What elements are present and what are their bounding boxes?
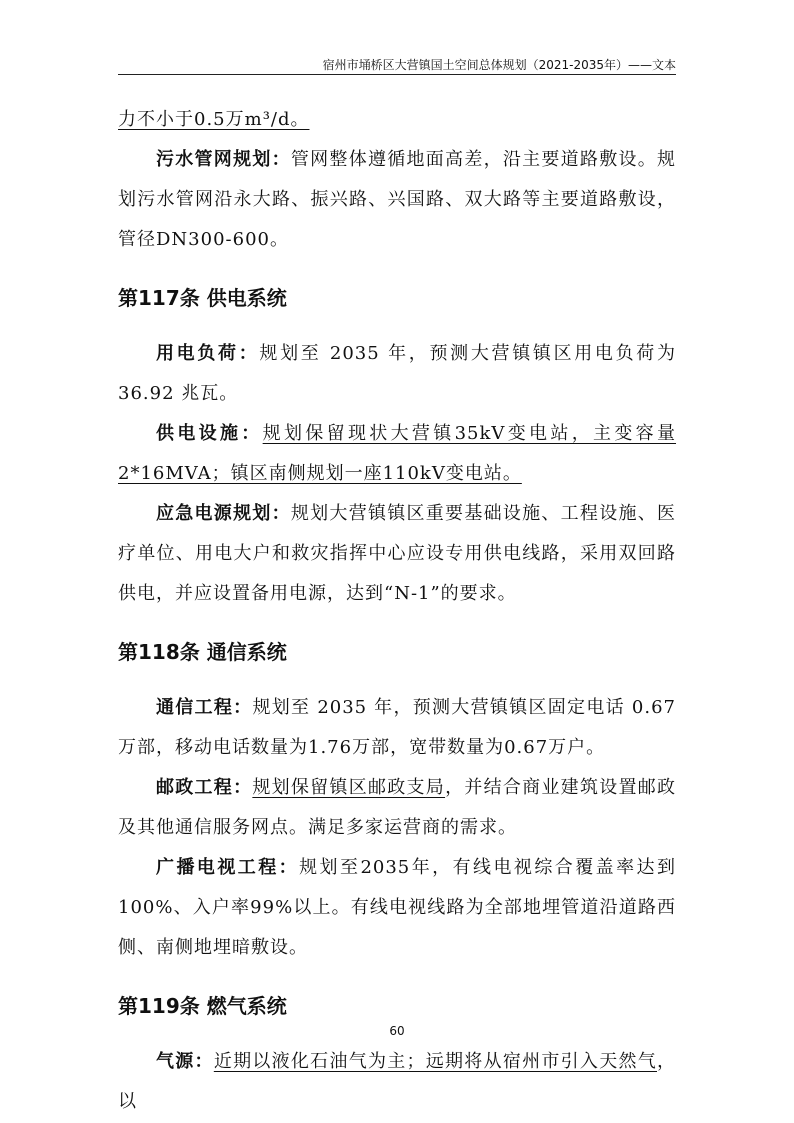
sewer-label: 污水管网规划： [156,149,291,170]
paragraph-postal [118,768,676,848]
power-facilities-label: 供电设施： [156,423,263,444]
running-header: 宿州市埇桥区大营镇国土空间总体规划（2021-2035年）——文本 [322,58,676,72]
emergency-power-label: 应急电源规划： [156,503,291,524]
power-load-label: 用电负荷： [156,343,260,364]
paragraph-broadcast [118,848,676,968]
power-facilities-text: 规划保留现状大营镇35kV变电站，主变容量2*16MVA；镇区南侧规划一座110kV变电站。 [118,423,677,484]
telecom-label: 通信工程： [156,697,253,718]
sewer-text: 管网整体遵循地面高差，沿主要道路敷设。规划污水管网沿永大路、振兴路、兴国路、双大路等主要道路敷设，管径DN300-600。 [118,149,677,250]
paragraph-power-facilities [118,414,676,494]
paragraph-continuation: 力不小于0.5万m³/d。 [118,109,310,130]
page-number: 60 [389,1024,405,1038]
paragraph-telecom [118,688,676,768]
gas-source-label: 气源： [156,1051,214,1072]
section-heading-117: 第117条 供电系统 [118,286,287,310]
broadcast-text: 规划至2035年，有线电视综合覆盖率达到100%、入户率99%以上。有线电视线路为全部地埋管道沿道路西侧、南侧地埋暗敷设。 [118,857,677,958]
document-body [118,100,676,1122]
postal-underlined-text: 规划保留镇区邮政支局 [252,777,446,798]
broadcast-label: 广播电视工程： [156,857,300,878]
paragraph-power-load [118,334,676,414]
postal-text: ，并结合商业建筑设置邮政及其他通信服务网点。满足多家运营商的需求。 [118,777,677,838]
paragraph-gas-source [118,1042,676,1122]
power-load-text: 规划至 2035 年，预测大营镇镇区用电负荷为 36.92 兆瓦。 [118,343,676,404]
gas-source-text: ，以 [118,1051,677,1112]
postal-label: 邮政工程： [156,777,253,798]
paragraph-emergency-power [118,494,676,614]
emergency-power-text: 规划大营镇镇区重要基础设施、工程设施、医疗单位、用电大户和救灾指挥中心应设专用供电线路，采用双回路供电，并应设置备用电源，达到“N-1”的要求。 [118,503,677,604]
paragraph-sewer-network [118,140,676,260]
gas-source-underlined-text: 近期以液化石油气为主；远期将从宿州市引入天然气 [213,1051,658,1072]
section-heading-119: 第119条 燃气系统 [118,994,287,1018]
section-heading-118: 第118条 通信系统 [118,640,287,664]
header-divider [118,74,676,75]
telecom-text: 规划至 2035 年，预测大营镇镇区固定电话 0.67 万部，移动电话数量为1.76万部，宽带数量为0.67万户。 [118,697,676,758]
